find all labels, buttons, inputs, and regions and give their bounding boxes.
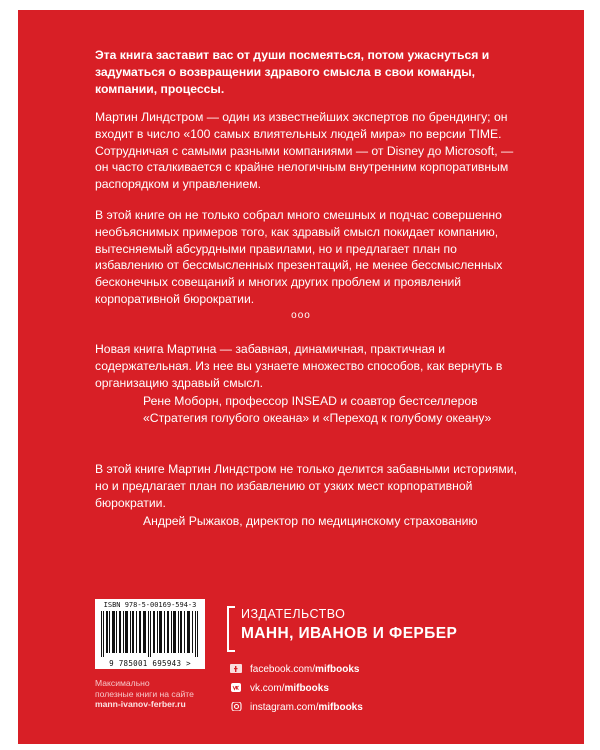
book-back-cover <box>18 10 584 744</box>
tagline-line-2: полезные книги на сайте <box>95 688 194 699</box>
vk-prefix: vk.com/ <box>250 683 285 694</box>
ean-number: 9 785001 695943 > <box>109 659 191 668</box>
publisher-label: ИЗДАТЕЛЬСТВО <box>241 607 346 621</box>
isbn-barcode <box>95 599 205 669</box>
facebook-handle: mifbooks <box>315 664 360 675</box>
instagram-icon <box>230 702 242 711</box>
facebook-icon <box>230 664 242 673</box>
instagram-handle: mifbooks <box>318 702 363 713</box>
publisher-name: МАНН, ИВАНОВ И ФЕРБЕР <box>241 625 458 642</box>
isbn-label: ISBN 978-5-00169-594-3 <box>103 601 197 609</box>
review-attribution-2: Андрей Рыжаков, директор по медицинскому страхованию <box>143 514 478 528</box>
facebook-prefix: facebook.com/ <box>250 664 316 675</box>
vk-link[interactable] <box>230 683 329 694</box>
review-attribution-1: Рене Моборн, профессор INSEAD и соавтор бестселлеров «Стратегия голубого океана» и «Переход к голубому океану» <box>143 394 492 425</box>
section-separator: ооо <box>291 310 311 321</box>
author-bio-paragraph: Мартин Линдстром — один из известнейших экспертов по брендингу; он входит в число «100 самых влиятельных людей мира» по версии TIME. Сотрудничая с самыми разными компаниями — от Disney до Microsoft, — он часто сталкивается с крайне нелогичным внутренним корпоративным распорядком и управлением. <box>95 110 514 192</box>
review-paragraph-1: Новая книга Мартина — забавная, динамичная, практичная и содержательная. Из нее вы узнаете множество способов, как вернуть в организацию здравый смысл. <box>95 342 503 390</box>
website-tagline <box>95 678 194 710</box>
vk-handle: mifbooks <box>284 683 329 694</box>
tagline-line-1: Максимально <box>95 678 150 688</box>
publisher-logo-bracket <box>227 606 235 652</box>
book-summary-paragraph: В этой книге он не только собрал много смешных и подчас совершенно необъяснимых примеров того, как здравый смысл покидает компанию, вытесняемый абсурдными правилами, но и предлагает план по избавлению от бессмысленных презентаций, не менее бессмысленных бесконечных совещаний и многих других проблем и проявлений корпоративной бюрократии. <box>95 208 503 306</box>
review-paragraph-2: В этой книге Мартин Линдстром не только делится забавными историями, но и предлагает план по избавлению от узких мест корпоративной бюрократии. <box>95 462 517 510</box>
instagram-link[interactable] <box>230 702 363 713</box>
lead-paragraph: Эта книга заставит вас от души посмеяться, потом ужаснуться и задуматься о возвращении здравого смысла в свои команды, компании, процессы. <box>95 48 490 96</box>
vk-icon <box>230 683 242 692</box>
website-link[interactable]: mann-ivanov-ferber.ru <box>95 699 186 709</box>
barcode-bars <box>101 611 199 657</box>
facebook-link[interactable] <box>230 664 360 675</box>
instagram-prefix: instagram.com/ <box>250 702 319 713</box>
